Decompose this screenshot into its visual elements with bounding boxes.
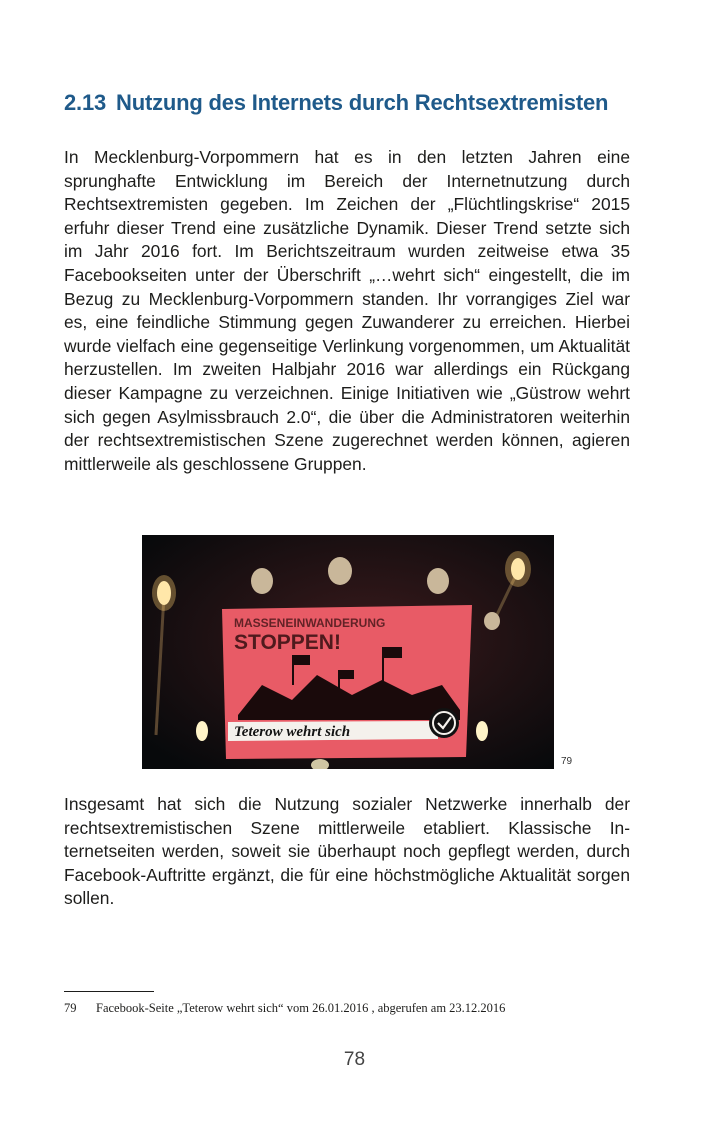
banner-line-1: MASSENEINWANDERUNG [234, 616, 386, 630]
figure-footnote-reference: 79 [561, 756, 573, 767]
banner-line-2: STOPPEN! [234, 631, 341, 654]
page-number: 78 [343, 1049, 366, 1070]
body-paragraph-1: In Mecklenburg-Vorpommern hat es in den letzten Jahren eine sprunghafte Entwicklung im Bereich der Internetnutzung durch Rechtsextremisten gegeben. Im Zeichen der „Flüchtlingskrise“ 2015 erfuhr dieser Trend eine zusätzliche Dynamik. Dieser Trend setzte sich im Jahr 2016 fort. Im Berichtszeitraum wurden zeitweise etwa 35 Facebookseiten unter der Überschrift „…wehrt sich“ eingestellt, die im Bezug zu Mecklenburg-Vorpommern standen. Ihr vorrangiges Ziel war es, eine feindliche Stimmung gegen Zuwanderer zu erreichen. Hierbei wurde vielfach eine gegenseitige Verlinkung vorgenommen, um Aktualität herzustellen. Im zweiten Halbjahr 2016 war allerdings ein Rückgang dieser Kampagne zu verzeichnen. Einige Initiativen wie „Güstrow wehrt sich gegen Asylmissbrauch 2.0“, die über die Administratoren weiterhin der rechtsextremistischen Szene zugerechnet werden können, agieren mittlerweile als geschlossene Gruppen. [64, 147, 630, 474]
protest-banner [222, 605, 472, 759]
section-heading [64, 90, 608, 116]
body-paragraph-2: Insgesamt hat sich die Nutzung sozialer Netzwerke innerhalb der rechtsextremistischen Szene mittlerweile etabliert. Klassische Internetseiten werden, soweit sie überhaupt noch gepflegt werden, durch Facebook-Auftritte ergänzt, die für eine höchstmögliche Aktualität sorgen sollen. [64, 794, 630, 909]
footnote [64, 1001, 505, 1016]
section-title: Nutzung des Internets durch Rechtsextremisten [116, 90, 609, 115]
section-number: 2.13 [64, 90, 107, 115]
banner-bottom-text: Teterow wehrt sich [234, 724, 351, 740]
banner-photo [142, 535, 554, 769]
footnote-text: Facebook-Seite „Teterow wehrt sich“ vom 26.01.2016 , abgerufen am 23.12.2016 [96, 1001, 506, 1015]
footnote-divider [64, 991, 154, 992]
footnote-number: 79 [64, 1001, 77, 1015]
